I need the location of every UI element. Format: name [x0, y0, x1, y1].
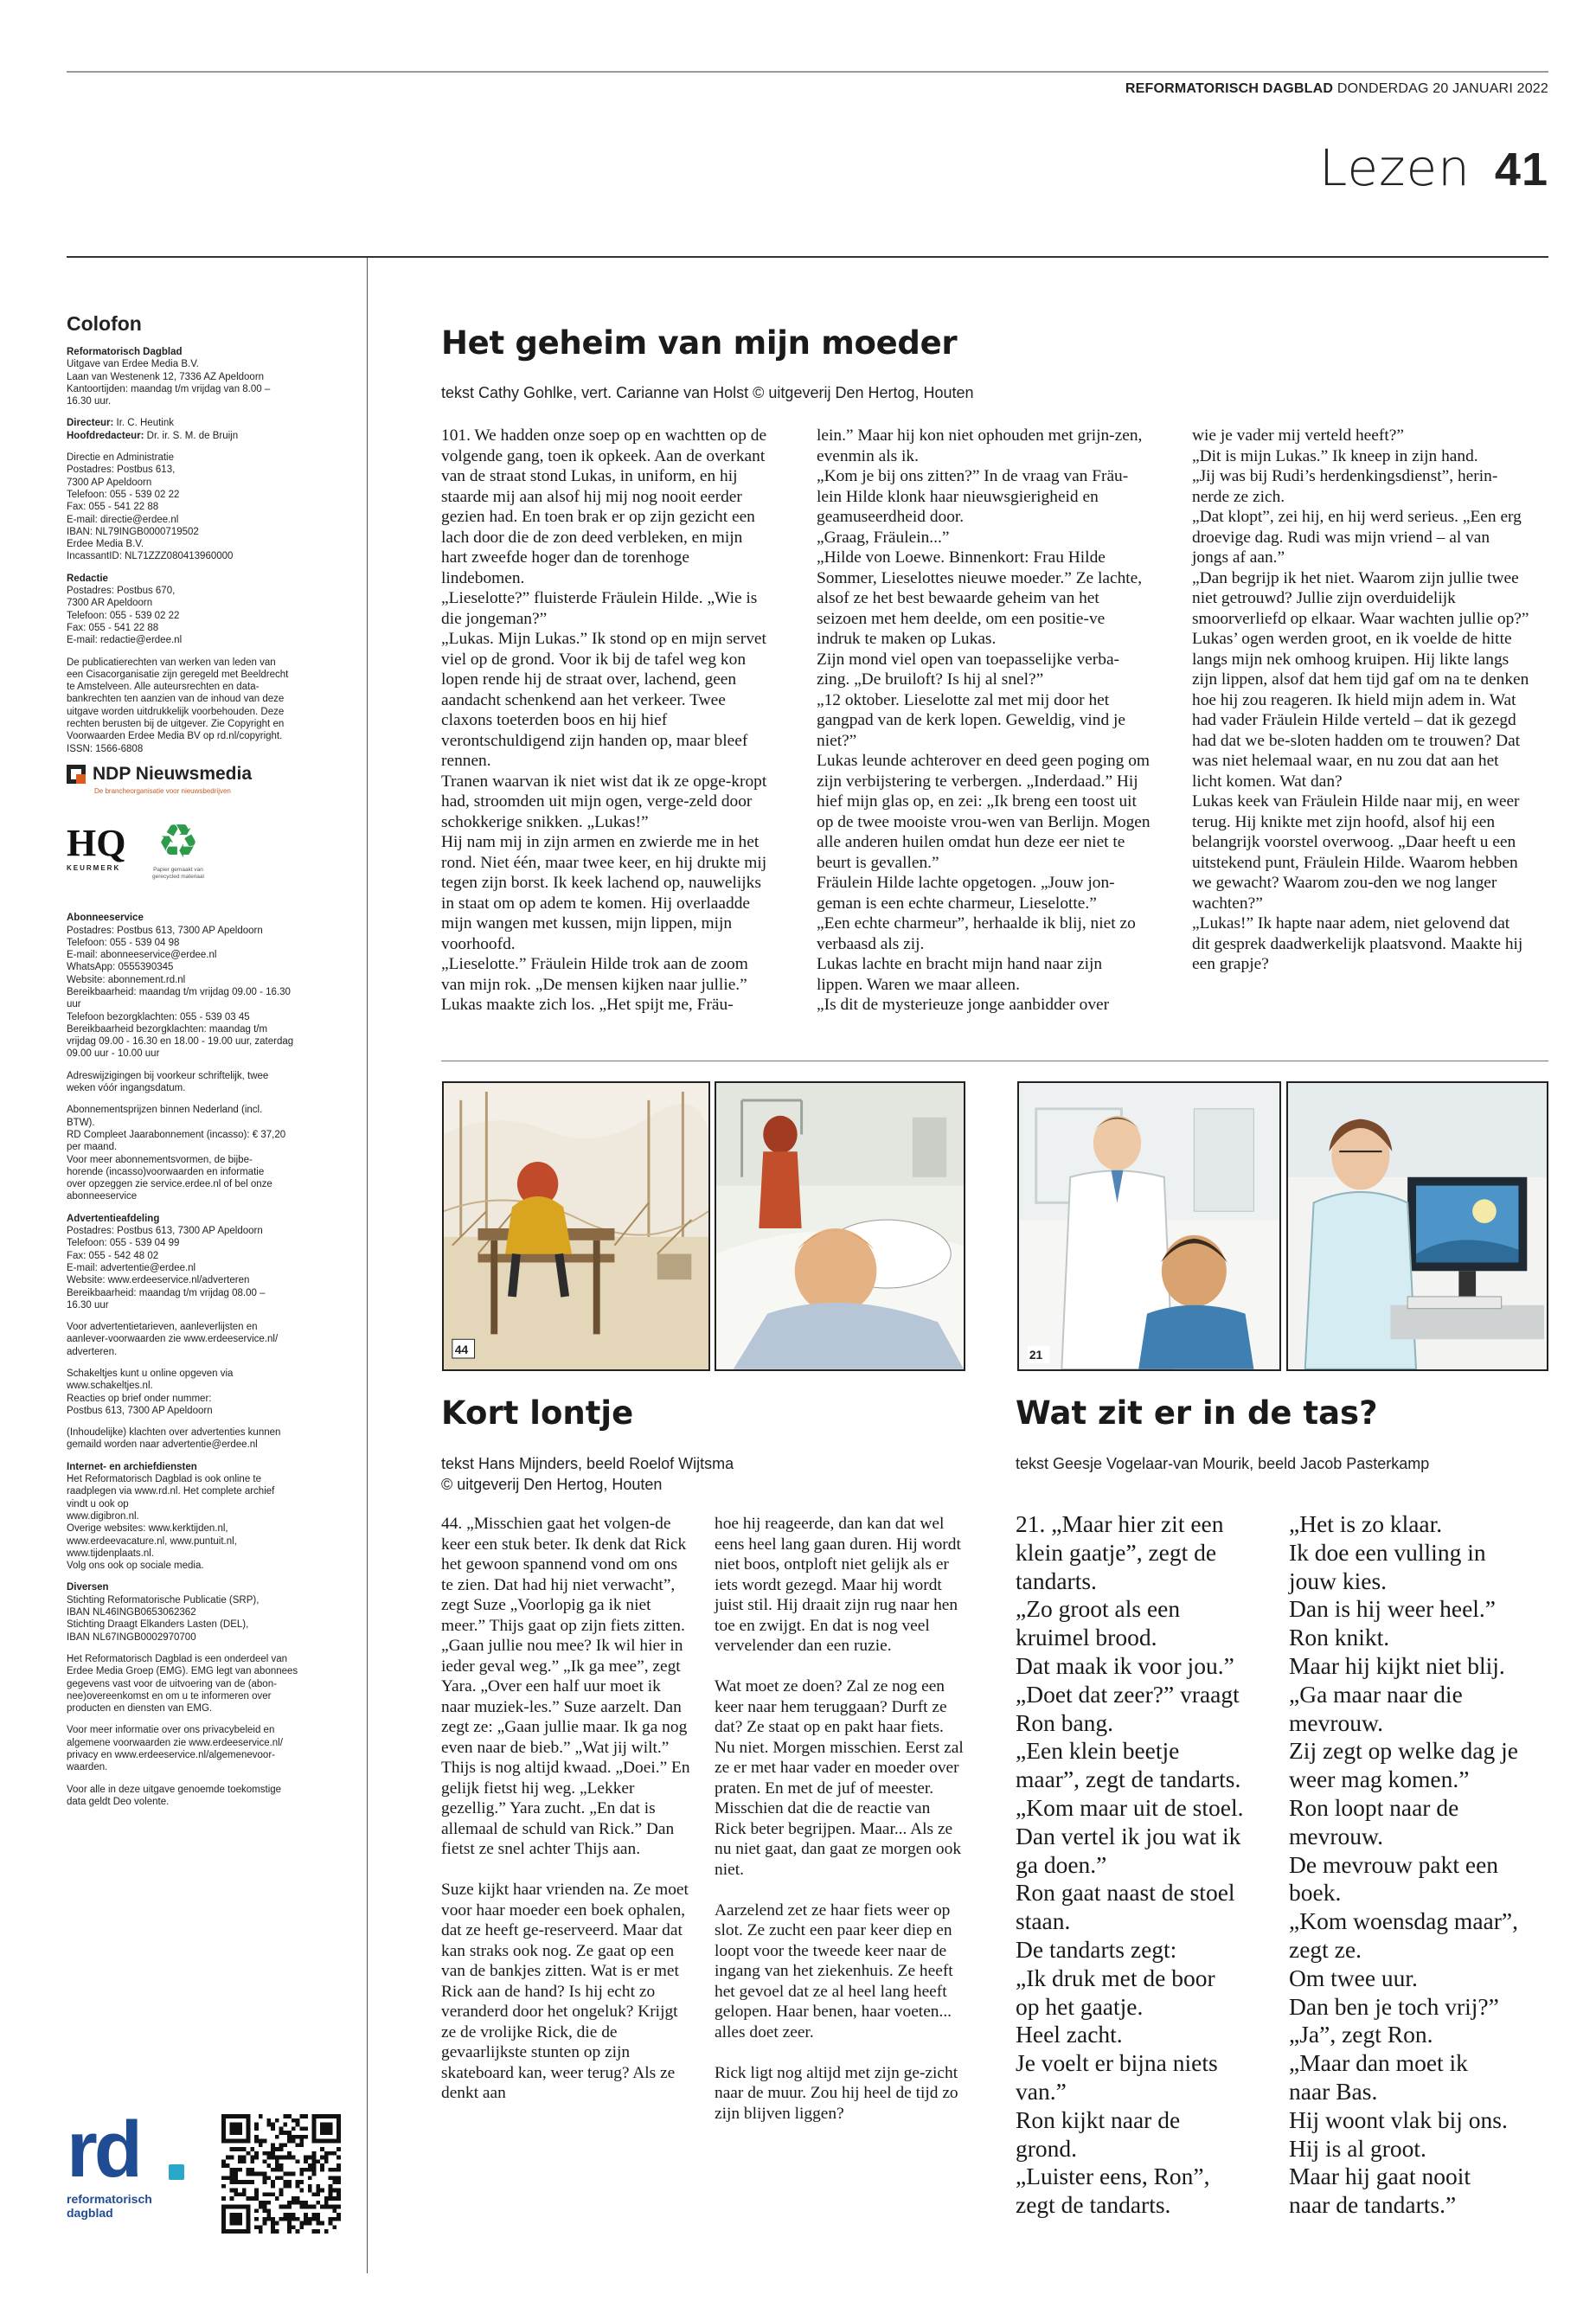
ndp-icon — [67, 765, 86, 784]
colofon-line: vindt u ook op — [67, 1498, 129, 1509]
colofon-line: E-mail: directie@erdee.nl — [67, 514, 179, 525]
colofon-line: IBAN NL46INGB0653062362 — [67, 1607, 196, 1618]
text-line: staan. — [1016, 1907, 1071, 1935]
page-number: 41 — [1494, 144, 1548, 195]
colofon-line: De publicatierechten van werken van leden van — [67, 657, 276, 668]
article2-credit-line: © uitgeverij Den Hertog, Houten — [441, 1476, 663, 1493]
colofon-line: Erdee Media B.V. — [67, 539, 144, 550]
rd-name — [67, 2192, 152, 2220]
hq-keurmerk-logo — [67, 824, 129, 875]
rights-block — [67, 657, 352, 755]
text-line: „Maar dan moet ik — [1289, 2049, 1468, 2077]
colofon-line: Bereikbaarheid: maandag t/m vrijdag 09.00 - 16.30 — [67, 986, 291, 997]
article2-title: Kort lontje — [441, 1394, 634, 1432]
comic-panel-girl-bench — [442, 1081, 710, 1371]
schakeltjes-block — [67, 1368, 352, 1417]
colofon-line: Voorwaarden Erdee Media BV op rd.nl/copyright. — [67, 731, 283, 742]
paragraph: Zijn mond viel open van toepasselijke verba-zing. „De bruiloft? Is hij al snel?” — [817, 650, 1120, 689]
text-line: mevrouw. — [1289, 1708, 1383, 1736]
text-line: zegt de tandarts. — [1016, 2191, 1171, 2219]
panel-number: 44 — [454, 1343, 469, 1357]
director-line — [67, 417, 352, 429]
colofon-line: Postadres: Postbus 613, — [67, 465, 176, 476]
colofon-line: WhatsApp: 0555390345 — [67, 962, 174, 973]
article3-col2 — [1289, 1510, 1548, 2220]
colofon-line: Volg ons ook op sociale media. — [67, 1561, 204, 1572]
colofon-line: ISSN: 1566-6808 — [67, 743, 144, 754]
hq-label: KEURMERK — [67, 864, 121, 873]
text-line: Ik doe een vulling in — [1289, 1538, 1486, 1566]
paragraph: Aarzelend zet ze haar fiets weer op slot. Ze zucht een paar keer diep en loopt voor the tweede keer naar de ingang van het ziekenhuis. Ze heeft het gevoel dat ze al heel lang heeft gelopen. Haar benen, haar voeten... alles doet zeer. — [715, 1900, 953, 2041]
recycle-icon: ♻ — [157, 814, 200, 869]
paragraph: „Een echte charmeur”, herhaalde ik blij, niet zo verbaasd als zij. — [817, 914, 1136, 953]
colofon-line: horende (incasso)voorwaarden en informatie — [67, 1166, 265, 1177]
text-line: Hij is al groot. — [1289, 2134, 1426, 2162]
header-rule — [67, 256, 1548, 258]
abonnee-block — [67, 912, 352, 1061]
girl-on-bench-illustration — [444, 1083, 708, 1369]
colofon-line: abonneeservice — [67, 1191, 138, 1202]
text-line: Heel zacht. — [1016, 2021, 1123, 2048]
paragraph: „Kom je bij ons zitten?” In de vraag van Fräu-lein Hilde klonk haar nieuwsgierigheid en geamuseerdheid door. — [817, 467, 1129, 526]
text-line: Ron knikt. — [1289, 1624, 1390, 1651]
paragraph: „Dan begrijp ik het niet. Waarom zijn jullie twee niet getrouwd? Jullie zijn overduidelijk smoorverliefd op elkaar. Waar wachten jullie op?” — [1192, 568, 1529, 628]
publisher-line: Laan van Westenenk 12, 7336 AZ Apeldoorn — [67, 371, 265, 382]
redactie-block — [67, 573, 352, 647]
klachten-block — [67, 1426, 352, 1452]
paragraph: Tranen waarvan ik niet wist dat ik ze opge-kropt had, stroomden uit mijn ogen, verge-zeld door schokkerige snikken. „Lukas!” — [441, 772, 767, 831]
text-line: Je voelt er bijna niets — [1016, 2049, 1218, 2077]
text-line: van.” — [1016, 2077, 1067, 2105]
text-line: Maar hij gaat nooit — [1289, 2163, 1471, 2190]
article1-credit: tekst Cathy Gohlke, vert. Carianne van Holst © uitgeverij Den Hertog, Houten — [441, 384, 974, 401]
colofon-line: Schakeltjes kunt u online opgeven via — [67, 1368, 234, 1379]
colofon-line: producten en diensten van EMG. — [67, 1703, 213, 1715]
editor-value: Dr. ir. S. M. de Bruijn — [146, 430, 239, 441]
text-line: Hij woont vlak bij ons. — [1289, 2106, 1508, 2133]
colofon-line: Stichting Draagt Elkanders Lasten (DEL), — [67, 1619, 249, 1631]
text-line: Zij zegt op welke dag je — [1289, 1737, 1518, 1765]
colofon-line: www.digibron.nl. — [67, 1510, 139, 1522]
colofon-line: Overige websites: www.kerktijden.nl, — [67, 1523, 228, 1535]
text-line: Ron loopt naar de — [1289, 1793, 1459, 1821]
colofon-line: uitgave worden uitdrukkelijk voorbehouden. Deze — [67, 706, 285, 717]
colofon-line: gegevens vast voor de uitvoering van de (abon- — [67, 1678, 277, 1689]
text-line: Dat maak ik voor jou.” — [1016, 1651, 1234, 1679]
article2-col2 — [715, 1514, 965, 2144]
editor-label: Hoofdredacteur: — [67, 430, 144, 441]
ndp-name: NDP Nieuwsmedia — [93, 763, 253, 784]
colofon-line: Voor advertentietarieven, aanleverlijsten en — [67, 1322, 258, 1333]
paragraph: Hij nam mij in zijn armen en zwierde me in het rond. Niet één, maar twee keer, en hij drukte mij tegen zijn borst. Ik keek lachend op, nauwelijks in staat om op adem te komen. Hij overlaadde mijn wangen met kussen, mijn lippen, mijn voorhoofd. — [441, 833, 767, 953]
paragraph: Lukas’ ogen werden groot, en ik voelde de hitte langs mijn nek omhoog kruipen. Hij likte langs zijn lippen, alsof dat hem tijd gaf om na te denken hoe hij zou reageren. Ik hield mijn adem in. Wat had vader Fräulein Hilde verteld – dat ik gezegd had dat we be-sloten hadden om te trouwen? Dat was niet helemaal waar, en nu zou dat aan het licht komen. Wat dan? — [1192, 630, 1529, 791]
paragraph: „Lukas. Mijn Lukas.” Ik stond op en mijn servet viel op de grond. Voor ik bij de tafel weg kon lopen rende hij de straat over, lachend, geen aandacht schenkend aan het verkeer. Twee claxons toeterden boos en hij hief verontschuldigend zijn handen op, maar bleef rennen. — [441, 630, 766, 770]
rd-mark-text: rd — [67, 2106, 139, 2194]
article1-col2 — [817, 426, 1151, 1016]
text-line: „Doet dat zeer?” vraagt — [1016, 1680, 1240, 1708]
text-line: maar”, zegt de tandarts. — [1016, 1766, 1241, 1793]
publisher-line: Kantoortijden: maandag t/m vrijdag van 8.00 – — [67, 383, 271, 394]
colofon-line: Bereikbaarheid bezorgklachten: maandag t/m — [67, 1023, 268, 1035]
panel-number: 21 — [1029, 1347, 1043, 1362]
colofon-line: algemene voorwaarden zie www.erdeeservice.nl/ — [67, 1737, 283, 1748]
article3-credit: tekst Geesje Vogelaar-van Mourik, beeld Jacob Pasterkamp — [1016, 1455, 1430, 1472]
text-line: „Ik druk met de boor — [1016, 1964, 1215, 1991]
ndp-logo — [67, 765, 352, 784]
paragraph: lein.” Maar hij kon niet ophouden met grijn-zen, evenmin als ik. — [817, 426, 1143, 465]
colofon-line: vrijdag 09.00 - 16.30 en 18.00 - 19.00 uur, zaterdag — [67, 1036, 294, 1048]
text-line: „Kom woensdag maar”, — [1289, 1907, 1518, 1935]
paragraph: „Lukas!” Ik hapte naar adem, niet gelovend dat dit gesprek daadwerkelijk plaatsvond. Maakte hij een grapje? — [1192, 914, 1523, 973]
paragraph: „12 oktober. Lieselotte zal met mij door het gangpad van de kerk lopen. Geweldig, vind je niet?” — [817, 690, 1126, 750]
text-line: op het gaatje. — [1016, 1992, 1144, 2020]
colofon-line: Fax: 055 - 541 22 88 — [67, 622, 159, 633]
colofon-line: www.erdeevacature.nl, www.puntuit.nl, — [67, 1535, 237, 1547]
rd-mark — [67, 2106, 152, 2194]
paragraph: „Jij was bij Rudi’s herdenkingsdienst”, herin-nerde ze zich. — [1192, 467, 1498, 506]
rd-name-line: reformatorisch — [67, 2192, 152, 2206]
colofon-title: Colofon — [67, 312, 142, 335]
colofon-line: Het Reformatorisch Dagblad is ook online te — [67, 1474, 262, 1485]
text-line: naar de tandarts.” — [1289, 2191, 1457, 2219]
text-line: mevrouw. — [1289, 1822, 1383, 1849]
colofon-line: Abonnementsprijzen binnen Nederland (incl. — [67, 1105, 263, 1116]
paragraph: „Lieselotte?” fluisterde Fräulein Hilde. „Wie is die jongeman?” — [441, 589, 758, 628]
director-value: Ir. C. Heutink — [116, 418, 174, 429]
colofon-line: over opzeggen zie service.erdee.nl of bel onze — [67, 1179, 272, 1190]
colofon-line: Voor meer abonnementsvormen, de bijbe- — [67, 1154, 253, 1165]
article2-col1 — [441, 1514, 692, 2124]
article3-col1 — [1016, 1510, 1275, 2220]
text-line: Ron gaat naast de stoel — [1016, 1879, 1235, 1907]
colofon-line: Reacties op brief onder nummer: — [67, 1393, 212, 1404]
boy-in-bed-illustration — [716, 1083, 964, 1369]
abonnee-lines — [67, 925, 352, 1061]
text-line: kruimel brood. — [1016, 1624, 1157, 1651]
text-line: Maar hij kijkt niet blij. — [1289, 1651, 1505, 1679]
text-line: tandarts. — [1016, 1567, 1097, 1594]
comic-panel-dentist — [1017, 1081, 1281, 1371]
colofon-line: BTW). — [67, 1117, 95, 1128]
advert-head: Advertentieafdeling — [67, 1213, 160, 1224]
deo-block — [67, 1784, 352, 1809]
colofon-line: Postadres: Postbus 613, 7300 AP Apeldoorn — [67, 1226, 263, 1237]
issue-date: DONDERDAG 20 JANUARI 2022 — [1336, 81, 1548, 96]
director-label: Directeur: — [67, 418, 114, 429]
paragraph: Lukas leunde achterover en deed geen poging om zijn verbijstering te verbergen. „Inderdaad.” Hij hief mijn glas op, en zei: „Ik breng een toost uit op de twee mooiste vrou-wen van Berlijn. Mogen alle anderen huilen omdat hun deze eer niet te beurt is gevallen.” — [817, 752, 1151, 872]
text-line: naar Bas. — [1289, 2077, 1378, 2105]
diversen-lines — [67, 1594, 352, 1644]
text-line: „Kom maar uit de stoel. — [1016, 1793, 1244, 1821]
colofon-line: Fax: 055 - 541 22 88 — [67, 502, 159, 513]
sidebar-divider — [367, 258, 368, 2273]
colofon-line: Erdee Media Groep (EMG). EMG legt van abonnees — [67, 1666, 298, 1677]
paragraph: „Is dit de mysterieuze jonge aanbidder over — [817, 996, 1110, 1014]
text-line: Dan ben je toch vrij?” — [1289, 1992, 1499, 2020]
paragraph: Lukas keek van Fräulein Hilde naar mij, en weer terug. Hij knikte met zijn hoofd, alsof hij een belangrijk voorstel overwoog. „Daar heeft u een uitstekend punt, Fräulein Hilde. Waarom hebben we gewacht? Waarom zou-den we nog langer wachten?” — [1192, 792, 1520, 913]
text-line: grond. — [1016, 2134, 1078, 2162]
colofon-line: een Cisacorganisatie zijn geregeld met Beeldrecht — [67, 669, 289, 680]
text-line: jouw kies. — [1289, 1567, 1388, 1594]
diversen-block — [67, 1581, 352, 1643]
colofon-line: RD Compleet Jaarabonnement (incasso): € 37,20 — [67, 1129, 286, 1140]
colofon-line: Telefoon: 055 - 539 04 99 — [67, 1238, 180, 1249]
text-line: „Ga maar naar die — [1289, 1680, 1463, 1708]
paragraph: „Dit is mijn Lukas.” Ik kneep in zijn hand. — [1192, 446, 1478, 465]
paragraph: Fräulein Hilde lachte opgetogen. „Jouw jon-geman is een echte charmeur, Lieselotte.” — [817, 874, 1115, 913]
colofon-line: IncassantID: NL71ZZZ080413960000 — [67, 551, 234, 562]
paragraph: „Hilde von Loewe. Binnenkort: Frau Hilde Sommer, Lieselottes nieuwe moeder.” Ze lachte, alsof ze het best bewaarde geheim van het seizoen met hem deelde, om een positie-ve indruk te maken op Lukas. — [817, 548, 1143, 648]
top-rule — [67, 71, 1548, 73]
text-line: boek. — [1289, 1879, 1342, 1907]
colofon-line: Postbus 613, 7300 AP Apeldoorn — [67, 1405, 213, 1416]
hq-mark: HQ — [67, 822, 126, 865]
internet-head: Internet- en archiefdiensten — [67, 1461, 197, 1472]
advert-block — [67, 1213, 352, 1311]
colofon-line: E-mail: abonneeservice@erdee.nl — [67, 950, 217, 961]
people-block — [67, 417, 352, 442]
text-line: zegt ze. — [1289, 1935, 1362, 1963]
colofon — [67, 311, 352, 1817]
colofon-line: Website: abonnement.rd.nl — [67, 974, 186, 985]
comic-panel-receptionist — [1286, 1081, 1548, 1371]
paragraph: „Lieselotte.” Fräulein Hilde trok aan de zoom van mijn rok. „De mensen kijken naar jullie.” Lukas maakte zich los. „Het spijt me, Fräu- — [441, 955, 748, 1014]
quality-badges — [67, 814, 352, 881]
masthead — [67, 81, 1548, 97]
paragraph: Lukas lachte en bracht mijn hand naar zijn lippen. Waren we maar alleen. — [817, 955, 1103, 994]
comic-panel-boy-bed — [715, 1081, 965, 1371]
text-line: ga doen.” — [1016, 1850, 1107, 1878]
editor-line — [67, 430, 352, 442]
text-line: „Luister eens, Ron”, — [1016, 2163, 1210, 2190]
colofon-line: Voor meer informatie over ons privacybeleid en — [67, 1725, 275, 1736]
paragraph: Rick ligt nog altijd met zijn ge-zicht naar de muur. Zou hij heel de tijd zo zijn blijven liggen? — [715, 2063, 958, 2123]
colofon-line: data geldt Deo volente. — [67, 1796, 170, 1807]
paragraph: hoe hij reageerde, dan kan dat wel eens heel lang gaan duren. Hij wordt niet boos, ontploft niet gelijk als er iets wordt gezegd. Maar hij wordt juist stil. Hij draait zijn rug naar hen toe en zwijgt. En dat is nog veel vervelender dan een ruzie. — [715, 1515, 961, 1655]
text-line: „Een klein beetje — [1016, 1737, 1180, 1765]
paragraph: wie je vader mij verteld heeft?” — [1192, 426, 1404, 445]
text-line: Dan vertel ik jou wat ik — [1016, 1822, 1241, 1849]
colofon-line: gemaild worden naar advertentie@erdee.nl — [67, 1439, 258, 1451]
paragraph: „Dat klopt”, zei hij, en hij werd serieus. „Een erg droevige dag. Rudi was mijn vriend – al van jongs af aan.” — [1192, 508, 1522, 567]
colofon-line: www.schakeltjes.nl. — [67, 1381, 153, 1392]
diversen-head: Diversen — [67, 1582, 109, 1593]
colofon-line: privacy en www.erdeeservice.nl/algemenevoor- — [67, 1750, 275, 1761]
colofon-line: Website: www.erdeeservice.nl/adverteren — [67, 1275, 250, 1286]
colofon-line: Postadres: Postbus 613, 7300 AP Apeldoorn — [67, 925, 263, 936]
paragraph: 44. „Misschien gaat het volgen-de keer een stuk beter. Ik denk dat Rick het gewoon spannend vond om ons te zien. Dat had hij niet verwacht”, zegt Suze „Voorlopig ga ik niet meer.” Thijs gaat op zijn fiets zitten. „Gaan jullie nou mee? Ik wil hier in ieder geval weg.” „Ik ga mee”, zegt Yara. „Over een half uur moet ik naar muziek-les.” Suze aarzelt. Dan zegt ze: „Gaan jullie maar. Ik ga nog even naar de bieb.” „Wat jij wilt.” Thijs is nog altijd kwaad. „Doei.” En gelijk fietst hij weg. „Lekker gezellig.” Yara zucht. „En dat is allemaal de schuld van Rick.” Dan fietst ze snel achter Thijs aan. — [441, 1515, 690, 1858]
colofon-line: Postadres: Postbus 670, — [67, 586, 176, 597]
colofon-line: Telefoon bezorgklachten: 055 - 539 03 45 — [67, 1011, 250, 1022]
article3-title: Wat zit er in de tas? — [1016, 1394, 1378, 1432]
tarieven-block — [67, 1321, 352, 1358]
paragraph: Suze kijkt haar vrienden na. Ze moet voor haar moeder een boek ophalen, dat ze heeft ge-reserveerd. Maar dat kan straks ook nog. Ze gaat op een van de bankjes zitten. Wat is er met Rick aan de hand? Is hij echt zo veranderd door het ongeluk? Krijgt ze de vrolijke Rick, die de gevaarlijkste stunten op zijn skateboard kan, weer terug? Als ze denkt aan — [441, 1881, 689, 2102]
colofon-line: 7300 AR Apeldoorn — [67, 598, 153, 609]
colofon-line: 09.00 uur - 10.00 uur — [67, 1048, 160, 1060]
colofon-line: Het Reformatorisch Dagblad is een onderdeel van — [67, 1653, 288, 1664]
colofon-line: aanlever-voorwaarden zie www.erdeeservice.nl/ — [67, 1334, 279, 1345]
text-line: De mevrouw pakt een — [1289, 1850, 1499, 1878]
dentist-illustration — [1019, 1083, 1279, 1369]
colofon-line: Fax: 055 - 542 48 02 — [67, 1250, 159, 1261]
colofon-line: Telefoon: 055 - 539 02 22 — [67, 610, 180, 621]
section-header — [1319, 138, 1548, 197]
colofon-line: IBAN NL67INGB0002970700 — [67, 1631, 196, 1643]
article1-col3 — [1192, 426, 1529, 975]
text-line: „Het is zo klaar. — [1289, 1510, 1443, 1537]
colofon-line: 16.30 uur — [67, 1299, 109, 1311]
text-line: Dan is hij weer heel.” — [1289, 1595, 1497, 1623]
paragraph: „Graag, Fräulein...” — [817, 528, 950, 547]
paragraph: 101. We hadden onze soep op en wachtten op de volgende gang, toen ik opkeek. Aan de overkant van de straat stond Lukas, in uniform, en hij staarde mij aan alsof hij mij nog nooit eerder gezien had. En toen brak er op zijn gezicht een lach door die de zon deed verbleken, en mijn hart zweefde hoger dan de torenhoge lindebomen. — [441, 426, 767, 587]
privacy-block — [67, 1724, 352, 1773]
text-line: Ron kijkt naar de — [1016, 2106, 1181, 2133]
text-line: „Zo groot als een — [1016, 1595, 1181, 1623]
paper-name: REFORMATORISCH DAGBLAD — [1125, 81, 1334, 96]
colofon-line: Telefoon: 055 - 539 02 22 — [67, 489, 180, 500]
text-line: 21. „Maar hier zit een — [1016, 1510, 1224, 1537]
colofon-line: raadplegen via www.rd.nl. Het complete archief — [67, 1486, 275, 1497]
colofon-line: Telefoon: 055 - 539 04 98 — [67, 937, 180, 948]
advert-lines — [67, 1225, 352, 1311]
colofon-line: adverteren. — [67, 1346, 118, 1357]
redactie-head: Redactie — [67, 573, 108, 584]
emg-block — [67, 1653, 352, 1715]
colofon-line: rechten berusten bij de uitgever. Zie Copyright en — [67, 719, 285, 730]
text-line: „Ja”, zegt Ron. — [1289, 2021, 1433, 2048]
publisher-line: 16.30 uur. — [67, 396, 112, 407]
rd-name-line: dagblad — [67, 2206, 113, 2220]
colofon-line: Bereikbaarheid: maandag t/m vrijdag 08.00 – — [67, 1287, 266, 1298]
internet-block — [67, 1461, 352, 1573]
colofon-line: Directie en Administratie — [67, 452, 174, 464]
publisher-block — [67, 346, 352, 407]
publisher-line: Uitgave van Erdee Media B.V. — [67, 359, 199, 370]
colofon-line: te Amstelveen. Alle auteursrechten en data- — [67, 682, 260, 693]
text-line: weer mag komen.” — [1289, 1766, 1470, 1793]
text-line: De tandarts zegt: — [1016, 1935, 1177, 1963]
redactie-lines — [67, 585, 352, 646]
colofon-line: per maand. — [67, 1142, 118, 1153]
colofon-line: E-mail: advertentie@erdee.nl — [67, 1262, 196, 1273]
section-name: Lezen — [1319, 138, 1471, 197]
colofon-line: uur — [67, 999, 81, 1010]
colofon-line: Adreswijzigingen bij voorkeur schriftelijk, twee — [67, 1070, 269, 1081]
abonnee-head: Abonneeservice — [67, 913, 144, 924]
colofon-line: waarden. — [67, 1762, 108, 1773]
colofon-line: nee)overeenkomst en om u te informeren over — [67, 1690, 272, 1702]
article1-title: Het geheim van mijn moeder — [441, 324, 958, 362]
recycle-badge — [148, 814, 208, 881]
colofon-line: Stichting Reformatorische Publicatie (SRP), — [67, 1594, 260, 1606]
colofon-line: (Inhoudelijke) klachten over advertenties kunnen — [67, 1427, 281, 1439]
colofon-line: E-mail: redactie@erdee.nl — [67, 635, 183, 646]
text-line: klein gaatje”, zegt de — [1016, 1538, 1217, 1566]
adres-block — [67, 1070, 352, 1095]
qr-code[interactable] — [221, 2114, 341, 2234]
article1-col1 — [441, 426, 770, 1016]
prijzen-block — [67, 1104, 352, 1202]
text-line: Ron bang. — [1016, 1708, 1114, 1736]
publisher-name: Reformatorisch Dagblad — [67, 347, 183, 357]
colofon-line: bankrechten ten aanzien van de inhoud van deze — [67, 694, 285, 705]
text-line: Om twee uur. — [1289, 1964, 1418, 1991]
colofon-line: 7300 AP Apeldoorn — [67, 477, 152, 488]
article2-credit — [441, 1453, 734, 1495]
admin-block — [67, 452, 352, 563]
paragraph: Wat moet ze doen? Zal ze nog een keer naar hem teruggaan? Durft ze dat? Ze staat op en pakt haar fiets. Nu niet. Morgen misschien. Eerst zal ze er met haar vader en moeder over praten. En met de juf of meester. Misschien dat die de reactie van Rick beter begrijpen. Maar... Als ze nu niet gaat, dan gaat ze morgen ook niet. — [715, 1677, 964, 1879]
colofon-line: IBAN: NL79INGB0000719502 — [67, 526, 199, 537]
colofon-line: www.tijdenplaats.nl. — [67, 1548, 154, 1559]
rd-logo — [67, 2106, 152, 2220]
rd-dot — [169, 2164, 184, 2180]
article2-credit-line: tekst Hans Mijnders, beeld Roelof Wijtsma — [441, 1455, 734, 1472]
recycle-caption: Papier gemaakt van gerecycled materiaal — [152, 867, 204, 881]
colofon-line: Voor alle in deze uitgave genoemde toekomstige — [67, 1784, 282, 1795]
internet-lines — [67, 1473, 352, 1572]
ndp-subtitle: De brancheorganisatie voor nieuwsbedrijven — [94, 786, 231, 795]
receptionist-illustration — [1288, 1083, 1547, 1369]
colofon-line: weken vóór ingangsdatum. — [67, 1083, 186, 1094]
